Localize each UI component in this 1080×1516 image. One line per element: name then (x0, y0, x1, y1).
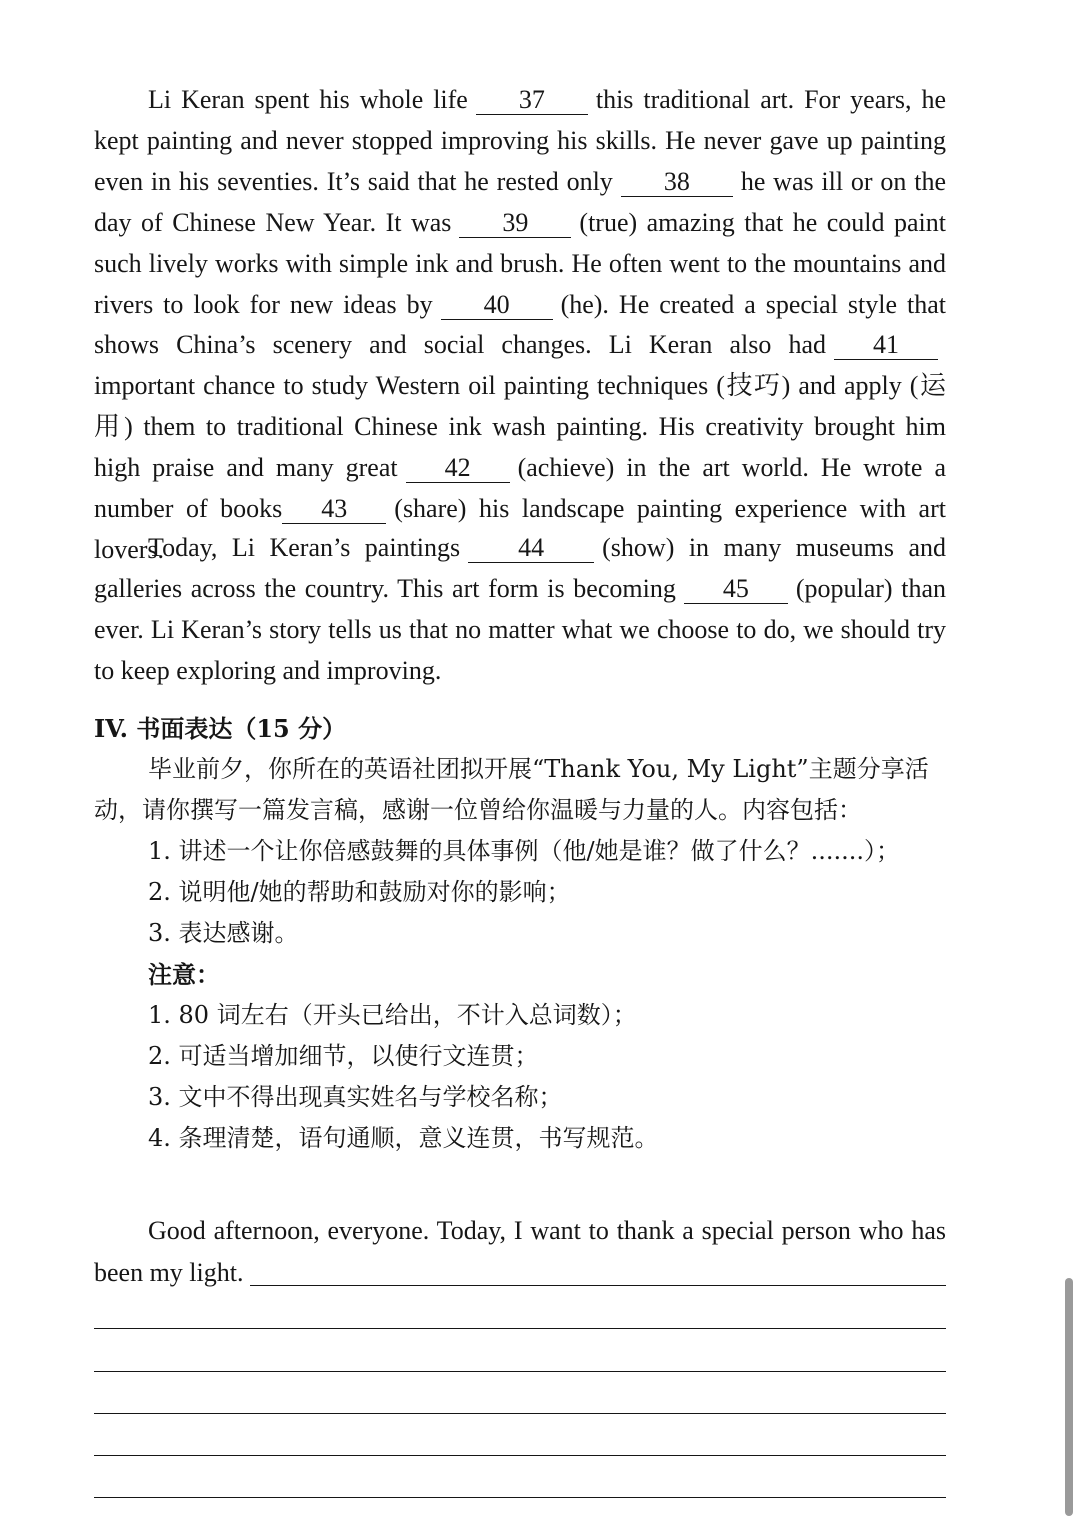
notes-heading: 注意： (148, 960, 220, 989)
blank-43[interactable]: 43 (282, 496, 386, 524)
passage-paragraph-2 (94, 528, 946, 692)
passage-text: (share) his landscape painting experience with art lovers. (94, 494, 946, 564)
answer-line[interactable] (94, 1497, 946, 1498)
note-item: 3. 文中不得出现真实姓名与学校名称； (148, 1083, 563, 1111)
answer-line[interactable] (94, 1371, 946, 1372)
note-item: 4. 条理清楚，语句通顺，意义连贯，书写规范。 (148, 1124, 659, 1152)
blank-44[interactable]: 44 (468, 535, 594, 563)
answer-line[interactable] (94, 1328, 946, 1329)
blank-38[interactable]: 38 (621, 169, 733, 197)
passage-text: this traditional art. For years, he kept painting and never stopped improving his skills. He never gave up painting even in his seventies. It’s said that he rested only (94, 85, 947, 196)
essay-opening (94, 1210, 946, 1294)
blank-42[interactable]: 42 (406, 455, 510, 483)
passage-text: (popular) than ever. Li Keran’s story tells us that no matter what we choose to do, we should try to keep exploring and improving. (94, 573, 946, 685)
requirement-item: 2. 说明他/她的帮助和鼓励对你的影响； (148, 878, 571, 906)
opening-text: Good afternoon, everyone. Today, I want to thank a special person who has been my light. (94, 1216, 946, 1287)
passage-text: (true) amazing that he could paint such lively works with simple ink and brush. He often went to the mountains and rivers to look for new ideas by (94, 207, 946, 319)
writing-intro (94, 749, 954, 831)
scrollbar-thumb[interactable] (1065, 1278, 1073, 1516)
blank-37[interactable]: 37 (476, 87, 588, 115)
answer-line[interactable] (94, 1413, 946, 1414)
passage-text: important chance to study Western oil painting techniques (技巧) and apply (运用) them to traditional Chinese ink wash painting. His creativity brought him high praise and many great (94, 371, 946, 483)
blank-41[interactable]: 41 (834, 332, 938, 360)
blank-45[interactable]: 45 (684, 576, 788, 604)
blank-40[interactable]: 40 (441, 292, 553, 320)
answer-line[interactable] (250, 1285, 946, 1286)
requirement-item: 3. 表达感谢。 (148, 919, 299, 947)
passage-text: (he). He created a special style that shows China’s scenery and social changes. Li Keran also had (94, 289, 946, 360)
requirement-item: 1. 讲述一个让你倍感鼓舞的具体事例（他/她是谁？做了什么？.......）； (148, 837, 901, 865)
writing-section (94, 708, 954, 1159)
passage-text: (show) in many museums and galleries across the country. This art form is becoming (94, 533, 946, 603)
blank-39[interactable]: 39 (459, 210, 571, 238)
passage-text: Today, Li Keran’s paintings (148, 533, 461, 562)
section-heading: IV. 书面表达（15 分） (94, 714, 347, 743)
answer-line[interactable] (94, 1455, 946, 1456)
passage-text: (achieve) in the art world. He wrote a number of books (94, 453, 946, 524)
passage-paragraph-1 (94, 80, 946, 571)
passage-text: he was ill or on the day of Chinese New Year. It was (94, 166, 946, 237)
note-item: 1. 80 词左右（开头已给出，不计入总词数）； (148, 1001, 637, 1029)
intro-text: 毕业前夕，你所在的英语社团拟开展“Thank You, My Light”主题分享活动，请你撰写一篇发言稿，感谢一位曾给你温暖与力量的人。内容包括： (94, 755, 929, 824)
note-item: 2. 可适当增加细节，以使行文连贯； (148, 1042, 539, 1070)
passage-text: Li Keran spent his whole life (148, 85, 468, 114)
